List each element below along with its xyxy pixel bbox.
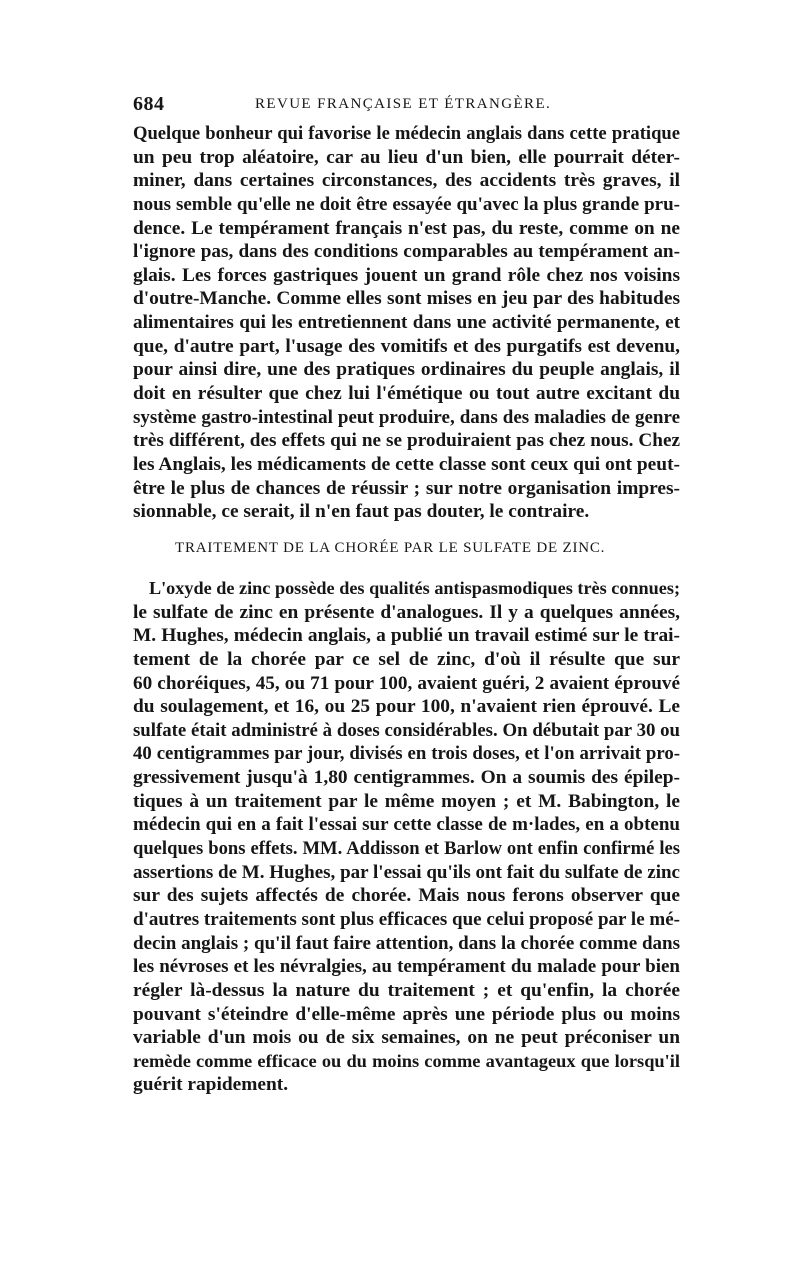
text-line: sur des sujets affectés de chorée. Mais nous ferons observer que [133, 885, 680, 907]
text-line: remède comme efficace ou du moins comme avantageux que lorsqu'il [133, 1050, 680, 1071]
text-line: tiques à un traitement par le même moyen ; et M. Babington, le [133, 790, 680, 812]
text-line: variable d'un mois ou de six semaines, on ne peut préconiser un [133, 1027, 680, 1049]
text-line: M. Hughes, médecin anglais, a publié un travail estimé sur le trai- [133, 625, 680, 647]
text-line: glais. Les forces gastriques jouent un grand rôle chez nos voisins [133, 264, 680, 286]
running-head: REVUE FRANÇAISE ET ÉTRANGÈRE. [255, 96, 552, 112]
text-line: très différent, des effets qui ne se produiraient pas chez nous. Chez [133, 430, 680, 452]
text-line: les Anglais, les médicaments de cette classe sont ceux qui ont peut- [133, 453, 680, 475]
text-line: régler là-dessus la nature du traitement ; et qu'enfin, la chorée [133, 979, 680, 1001]
text-line: un peu trop aléatoire, car au lieu d'un bien, elle pourrait déter- [133, 146, 680, 168]
text-line: quelques bons effets. MM. Addisson et Barlow ont enfin confirmé les [133, 838, 680, 860]
paragraph-zinc-sulfate [133, 577, 680, 1097]
text-line: tement de la chorée par ce sel de zinc, d'où il résulte que sur [133, 648, 680, 670]
text-line: gressivement jusqu'à 1,80 centigrammes. On a soumis des épilep- [133, 767, 680, 789]
text-line: sulfate était administré à doses considérables. On débutait par 30 ou [133, 719, 680, 741]
text-line: L'oxyde de zinc possède des qualités antispasmodiques très connues; [149, 578, 680, 598]
text-line: guérit rapidement. [133, 1074, 289, 1096]
text-line: assertions de M. Hughes, par l'essai qu'ils ont fait du sulfate de zinc [133, 861, 680, 883]
text-line: dence. Le tempérament français n'est pas, du reste, comme on ne [133, 217, 680, 239]
text-line: médecin qui en a fait l'essai sur cette classe de m·lades, en a obtenu [133, 814, 680, 836]
text-line: le sulfate de zinc en présente d'analogues. Il y a quelques années, [133, 601, 680, 623]
text-line: pouvant s'éteindre d'elle-même après une période plus ou moins [133, 1003, 680, 1025]
text-line: alimentaires qui les entretiennent dans une activité permanente, et [133, 312, 680, 334]
text-line: miner, dans certaines circonstances, des accidents très graves, il [133, 170, 680, 192]
text-line: 40 centigrammes par jour, divisés en trois doses, et l'on arrivait pro- [133, 743, 680, 765]
text-line: les névroses et les névralgies, au tempérament du malade pour bien [133, 956, 680, 978]
text-line: doit en résulter que chez lui l'émétique ou tout autre excitant du [133, 383, 680, 405]
section-heading: TRAITEMENT DE LA CHORÉE PAR LE SULFATE DE ZINC. [175, 540, 606, 556]
text-line: du soulagement, et 16, ou 25 pour 100, n'avaient rien éprouvé. Le [133, 696, 680, 718]
text-line: l'ignore pas, dans des conditions comparables au tempérament an- [133, 241, 680, 263]
text-line: decin anglais ; qu'il faut faire attention, dans la chorée comme dans [133, 932, 680, 954]
text-line: système gastro-intestinal peut produire, dans des maladies de genre [133, 406, 680, 428]
text-line: sionnable, ce serait, il n'en faut pas douter, le contraire. [133, 501, 590, 523]
paragraph-chorea-intro [133, 122, 680, 524]
page-header [133, 93, 678, 123]
text-line: que, d'autre part, l'usage des vomitifs et des purgatifs est devenu, [133, 335, 680, 357]
text-line: d'autres traitements sont plus efficaces que celui proposé par le mé- [133, 908, 680, 930]
text-line: nous semble qu'elle ne doit être essayée qu'avec la plus grande pru- [133, 193, 680, 215]
text-line: pour ainsi dire, une des pratiques ordinaires du peuple anglais, il [133, 359, 680, 381]
text-line: être le plus de chances de réussir ; sur notre organisation impres- [133, 477, 680, 499]
text-line: Quelque bonheur qui favorise le médecin anglais dans cette pratique [133, 123, 680, 144]
text-line: d'outre-Manche. Comme elles sont mises en jeu par des habitudes [133, 288, 680, 310]
text-line: 60 choréiques, 45, ou 71 pour 100, avaient guéri, 2 avaient éprouvé [133, 672, 680, 694]
page-number: 684 [133, 93, 165, 115]
